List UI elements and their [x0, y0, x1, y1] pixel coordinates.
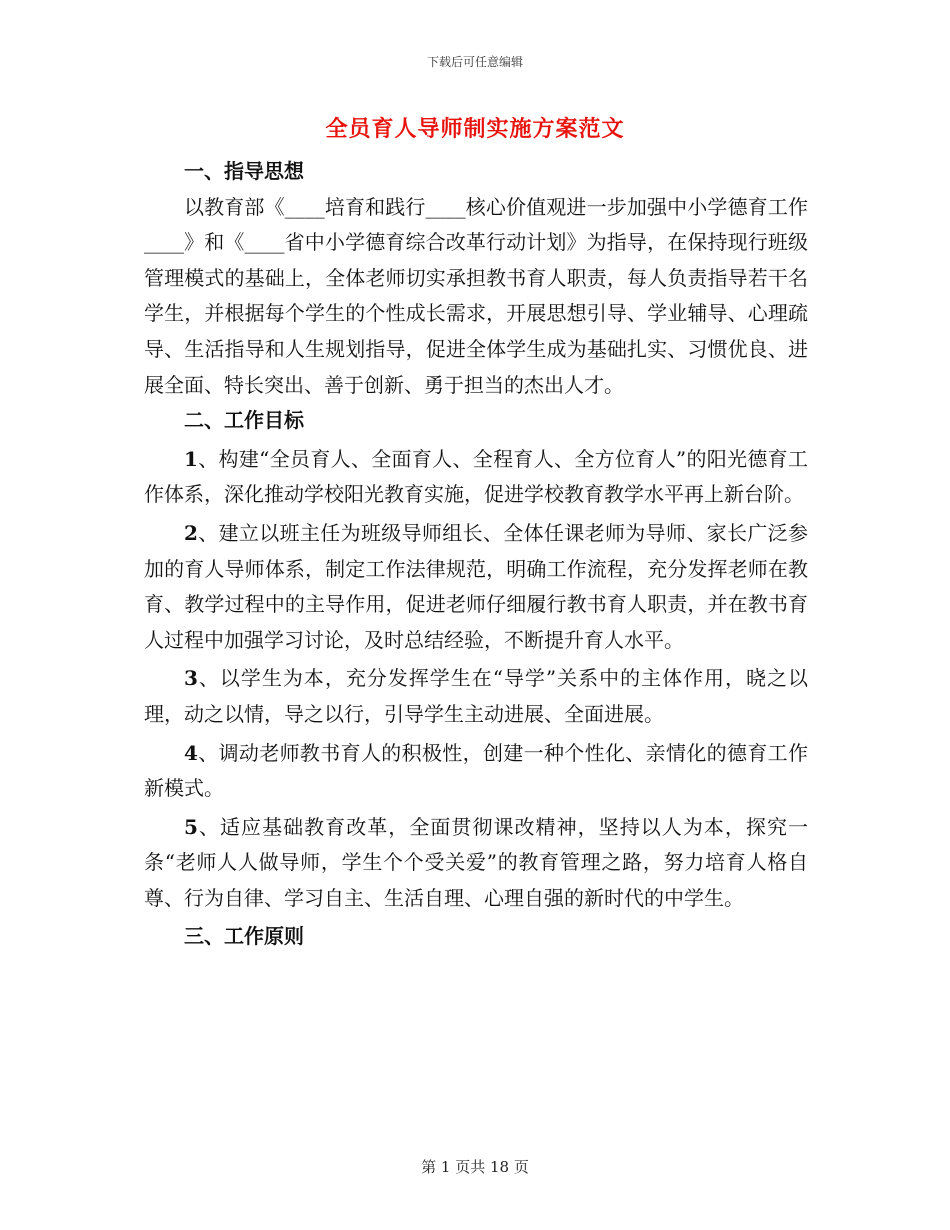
section-paragraph-guiding-ideology: 以教育部《____培育和践行____核心价值观进一步加强中小学德育工作____》和《____省中小学德育综合改革行动计划》为指导，在保持现行班级管理模式的基础上，全体老师切实承担教书育人职责，每人负责指导若干名学生，并根据每个学生的个性成长需求，开展思想引导、学业辅导、心理疏导、生活指导和人生规划指导，促进全体学生成为基础扎实、习惯优良、进展全面、特长突出、善于创新、勇于担当的杰出人才。	[144, 194, 808, 397]
document-body	[144, 154, 808, 955]
list-item	[144, 442, 808, 513]
list-item-text: 、构建“全员育人、全面育人、全程育人、全方位育人”的阳光德育工作体系，深化推动学校阳光教育实施，促进学校教育教学水平再上新台阶。	[144, 446, 808, 507]
list-item	[144, 661, 808, 732]
header-note: 下载后可任意编辑	[426, 55, 523, 69]
section-heading-work-goals: 二、工作目标	[184, 408, 304, 433]
list-item	[144, 810, 808, 917]
list-item-number: 1	[184, 446, 198, 471]
list-item	[144, 736, 808, 807]
list-item-text: 、以学生为本，充分发挥学生在“导学”关系中的主体作用，晓之以理，动之以情，导之以行，引导学生主动进展、全面进展。	[144, 666, 808, 726]
list-item-number: 5	[184, 814, 198, 839]
document-title: 全员育人导师制实施方案范文	[325, 116, 625, 142]
list-item-number: 2	[184, 520, 198, 545]
list-item-number: 4	[184, 740, 198, 765]
section-heading-guiding-ideology: 一、指导思想	[184, 159, 304, 183]
list-item-number: 3	[184, 666, 198, 691]
list-item-text: 、调动老师教书育人的积极性，创建一种个性化、亲情化的德育工作新模式。	[144, 740, 808, 801]
list-item-text: 、建立以班主任为班级导师组长、全体任课老师为导师、家长广泛参加的育人导师体系，制定工作法律规范，明确工作流程，充分发挥老师在教育、教学过程中的主导作用，促进老师仔细履行教书育人职责，并在教书育人过程中加强学习讨论，及时总结经验，不断提升育人水平。	[144, 520, 808, 652]
list-item-text: 、适应基础教育改革，全面贯彻课改精神，坚持以人为本，探究一条“老师人人做导师，学生个个受关爱”的教育管理之路，努力培育人格自尊、行为自律、学习自主、生活自理、心理自强的新时代的中学生。	[144, 814, 808, 910]
page-number: 第 1 页共 18 页	[421, 1158, 529, 1176]
section-heading-work-principles: 三、工作原则	[184, 924, 304, 949]
list-item	[144, 516, 808, 658]
